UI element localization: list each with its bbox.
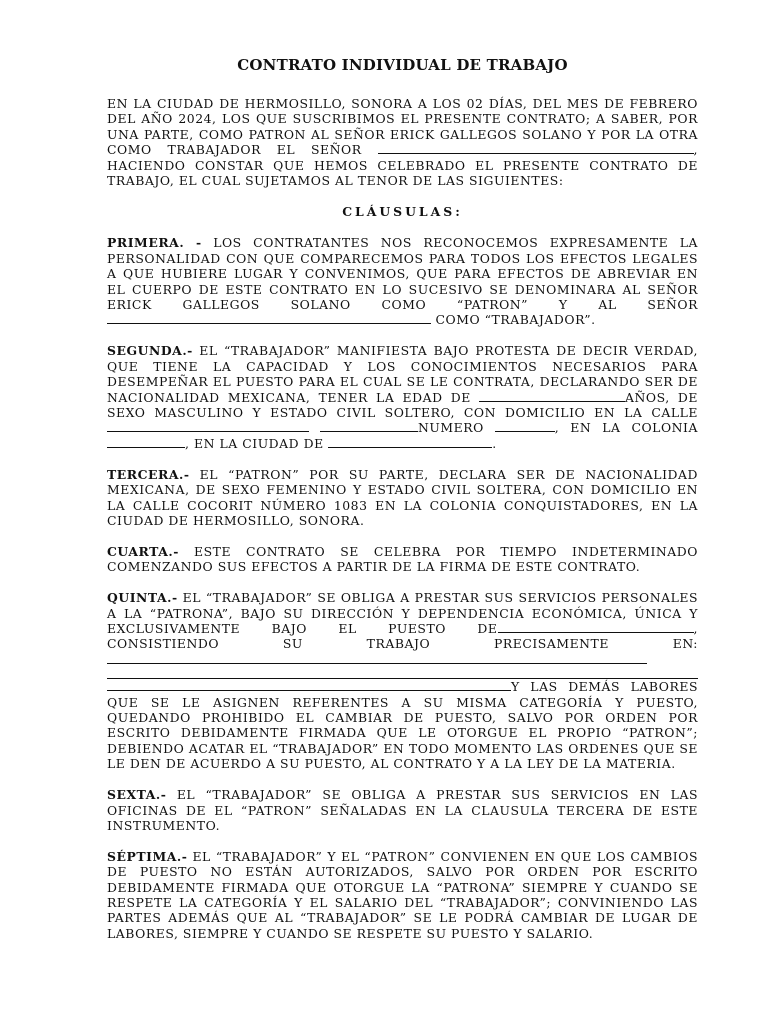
intro-paragraph xyxy=(107,96,698,188)
clause-cuarta-text: ESTE CONTRATO SE CELEBRA POR TIEMPO INDETERMINADO COMENZANDO SUS EFECTOS A PARTIR DE LA FIRMA DE ESTE CONTRATO. xyxy=(107,543,698,575)
clause-tercera xyxy=(107,467,698,529)
clause-segunda-text-5: , EN LA CIUDAD DE xyxy=(185,435,324,451)
intro-text-2: , HACIENDO CONSTAR QUE HEMOS CELEBRADO EL PRESENTE CONTRATO DE TRABAJO, EL CUAL SUJETAMOS AL TENOR DE LAS SIGUIENTES: xyxy=(107,142,698,189)
clause-quinta-label: QUINTA.- xyxy=(107,590,178,606)
clause-segunda-text-2: AÑOS, DE SEXO MASCULINO Y ESTADO CIVIL SOLTERO, CON DOMICILIO EN LA CALLE xyxy=(107,389,698,420)
clause-primera-text-1: LOS CONTRATANTES NOS RECONOCEMOS EXPRESAMENTE LA PERSONALIDAD CON QUE COMPARECEMOS PARA TODOS LOS EFECTOS LEGALES A QUE HUBIERE LUGAR Y CONVENIMOS, QUE PARA EFECTOS DE ABREVIAR EN EL CUERPO DE ESTE CONTRATO EN LO SUCESIVO SE DENOMINARA AL SEÑOR ERICK GALLEGOS SOLANO COMO “PATRON” Y AL SEÑOR xyxy=(107,235,698,313)
street-blank[interactable] xyxy=(107,420,309,432)
clause-quinta-text-1: EL “TRABAJADOR” SE OBLIGA A PRESTAR SUS SERVICIOS PERSONALES A LA “PATRONA”, BAJO SU DIRECCIÓN Y DEPENDENCIA ECONÓMICA, ÚNICA Y EXCLUSIVAMENTE BAJO EL PUESTO DE xyxy=(107,590,698,636)
worker-name-blank-2[interactable] xyxy=(107,312,431,324)
clause-sexta-label: SEXTA.- xyxy=(107,787,167,803)
clause-cuarta xyxy=(107,544,698,575)
clause-quinta xyxy=(107,590,698,771)
clause-quinta-text-3: Y LAS DEMÁS LABORES QUE SE LE ASIGNEN REFERENTES A SU MISMA CATEGORÍA Y PUESTO, QUEDANDO PROHIBIDO EL CAMBIAR DE PUESTO, SALVO POR ORDEN POR ESCRITO DEBIDAMENTE FIRMADA QUE LE OTORGUE EL PROPIO “PATRON”; DEBIENDO ACATAR EL “TRABAJADOR” EN TODO MOMENTO LAS ORDENES QUE SE LE DEN DE ACUERDO A SU PUESTO, AL CONTRATO Y A LA LEY DE LA MATERIA. xyxy=(107,679,698,772)
number-blank[interactable] xyxy=(495,420,555,432)
clause-tercera-label: TERCERA.- xyxy=(107,466,190,482)
clause-primera-label: PRIMERA. - xyxy=(107,235,202,251)
clause-primera xyxy=(107,235,698,327)
clause-segunda-text-3: NUMERO xyxy=(417,420,484,436)
position-blank[interactable] xyxy=(498,621,694,633)
worker-name-blank[interactable] xyxy=(378,142,694,154)
neighborhood-blank[interactable] xyxy=(107,436,185,448)
clause-segunda-text-4: , EN LA COLONIA xyxy=(554,420,699,436)
street-blank-2[interactable] xyxy=(320,420,418,432)
clause-segunda-text-6: . xyxy=(492,435,497,451)
clause-segunda-text-1: EL “TRABAJADOR” MANIFIESTA BAJO PROTESTA DE DECIR VERDAD, QUE TIENE LA CAPACIDAD Y LOS CONOCIMIENTOS NECESARIOS PARA DESEMPEÑAR EL PUESTO PARA EL CUAL SE LE CONTRATA, DECLARANDO SER DE NACIONALIDAD MEXICANA, TENER LA EDAD DE xyxy=(107,343,698,405)
clause-segunda-label: SEGUNDA.- xyxy=(107,343,193,359)
duties-blank[interactable] xyxy=(107,652,647,664)
clause-cuarta-label: CUARTA.- xyxy=(107,543,179,559)
document-title: CONTRATO INDIVIDUAL DE TRABAJO xyxy=(237,56,568,74)
clause-septima-text: EL “TRABAJADOR” Y EL “PATRON” CONVIENEN EN QUE LOS CAMBIOS DE PUESTO NO ESTÁN AUTORIZADOS, SALVO POR ORDEN POR ESCRITO DEBIDAMENTE FIRMADA QUE OTORGUE LA “PATRONA” SIEMPRE Y CUANDO SE RESPETE LA CATEGORÍA Y EL SALARIO DEL “TRABAJADOR”; CONVINIENDO LAS PARTES ADEMÁS QUE AL “TRABAJADOR” SE LE PODRÁ CAMBIAR DE LUGAR DE LABORES, SIEMPRE Y CUANDO SE RESPETE SU PUESTO Y SALARIO. xyxy=(107,848,698,941)
clause-primera-text-2: COMO “TRABAJADOR”. xyxy=(431,312,596,328)
clause-sexta xyxy=(107,787,698,833)
duties-blank-2[interactable] xyxy=(107,679,511,691)
city-blank[interactable] xyxy=(328,436,492,448)
clause-segunda xyxy=(107,343,698,451)
clause-quinta-text-2: , CONSISTIENDO SU TRABAJO PRECISAMENTE EN: xyxy=(107,620,698,652)
clause-septima xyxy=(107,849,698,941)
clauses-heading: CLÁUSULAS: xyxy=(342,204,463,220)
clause-tercera-text: EL “PATRON” POR SU PARTE, DECLARA SER DE NACIONALIDAD MEXICANA, DE SEXO FEMENINO Y ESTADO CIVIL SOLTERA, CON DOMICILIO EN LA CALLE COCORIT NÚMERO 1083 EN LA COLONIA CONQUISTADORES, EN LA CIUDAD DE HERMOSILLO, SONORA. xyxy=(107,466,698,528)
clause-sexta-text: EL “TRABAJADOR” SE OBLIGA A PRESTAR SUS SERVICIOS EN LAS OFICINAS DE EL “PATRON” SEÑALADAS EN LA CLAUSULA TERCERA DE ESTE INSTRUMENTO. xyxy=(107,787,698,833)
age-blank[interactable] xyxy=(479,390,625,402)
duties-blank-line[interactable] xyxy=(107,667,698,679)
clause-septima-label: SÉPTIMA.- xyxy=(107,848,188,864)
intro-text-1: EN LA CIUDAD DE HERMOSILLO, SONORA A LOS 02 DÍAS, DEL MES DE FEBRERO DEL AÑO 2024, LOS QUE SUSCRIBIMOS EL PRESENTE CONTRATO; A SABER, POR UNA PARTE, COMO PATRON AL SEÑOR ERICK GALLEGOS SOLANO Y POR LA OTRA COMO TRABAJADOR EL SEÑOR xyxy=(107,96,698,158)
